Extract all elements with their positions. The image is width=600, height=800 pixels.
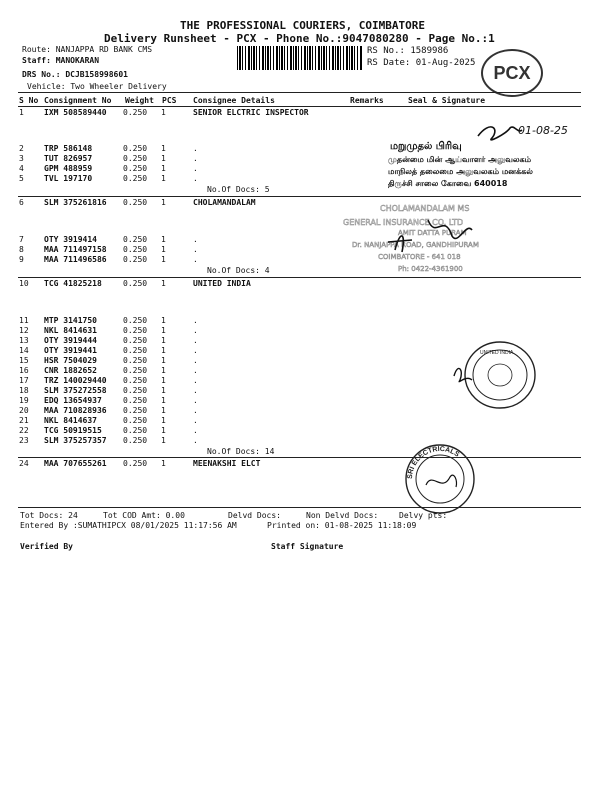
col-header-seal: Seal & Signature xyxy=(408,96,486,105)
row-consignment-no: MAA 710828936 xyxy=(44,406,107,415)
row-weight: 0.250 xyxy=(123,366,148,375)
row-sno: 2 xyxy=(19,144,24,153)
row-consignment-no: EDQ 13654937 xyxy=(44,396,102,405)
table-row xyxy=(0,459,600,469)
table-row xyxy=(0,416,600,426)
row-consignee: . xyxy=(193,436,198,445)
group-count-1: No.Of Docs: 5 xyxy=(207,185,270,194)
row-consignee: . xyxy=(193,336,198,345)
row-sno: 9 xyxy=(19,255,24,264)
non-delvd-docs: Non Delvd Docs: xyxy=(306,511,379,520)
electricals-seal-text: SRI ELECTRICALS xyxy=(406,445,461,480)
chola-line-3: AMIT DATTA PURAM xyxy=(398,229,467,237)
delvy-pts: Delvy pts: xyxy=(399,511,448,520)
row-consignee: . xyxy=(193,346,198,355)
row-sno: 4 xyxy=(19,164,24,173)
row-consignee: . xyxy=(193,316,198,325)
row-sno: 7 xyxy=(19,235,24,244)
handwritten-date: 01-08-25 xyxy=(518,124,568,137)
row-pcs: 1 xyxy=(161,356,166,365)
tamil-stamp-line-2: முதன்மை மின் ஆய்வாளர் அலுவலகம் xyxy=(388,155,532,164)
row-pcs: 1 xyxy=(161,154,166,163)
row-consignee: . xyxy=(193,406,198,415)
row-consignee: UNITED INDIA xyxy=(193,279,251,288)
row-pcs: 1 xyxy=(161,396,166,405)
tot-docs: Tot Docs: 24 xyxy=(20,511,78,520)
row-consignee: . xyxy=(193,174,198,183)
route: Route: NANJAPPA RD BANK CMS xyxy=(22,45,153,54)
row-weight: 0.250 xyxy=(123,459,148,468)
row-pcs: 1 xyxy=(161,346,166,355)
row-sno: 18 xyxy=(19,386,29,395)
row-pcs: 1 xyxy=(161,326,166,335)
row-consignment-no: MAA 711496586 xyxy=(44,255,107,264)
row-consignee: . xyxy=(193,326,198,335)
row-consignment-no: OTY 3919441 xyxy=(44,346,97,355)
row-pcs: 1 xyxy=(161,386,166,395)
row-consignee: . xyxy=(193,164,198,173)
row-weight: 0.250 xyxy=(123,336,148,345)
drs-no: DRS No.: DCJB158998601 xyxy=(22,70,128,79)
row-consignment-no: TUT 826957 xyxy=(44,154,93,163)
table-top-rule xyxy=(18,92,581,93)
row-sno: 15 xyxy=(19,356,29,365)
row-sno: 21 xyxy=(19,416,29,425)
col-header-weight: Weight xyxy=(125,96,154,105)
row-consignment-no: TRP 586148 xyxy=(44,144,93,153)
row-sno: 10 xyxy=(19,279,29,288)
row-consignment-no: SLM 375272558 xyxy=(44,386,107,395)
row-sno: 13 xyxy=(19,336,29,345)
row-consignee: . xyxy=(193,426,198,435)
row-consignee: MEENAKSHI ELCT xyxy=(193,459,261,468)
row-pcs: 1 xyxy=(161,255,166,264)
table-row xyxy=(0,436,600,446)
row-weight: 0.250 xyxy=(123,198,148,207)
row-pcs: 1 xyxy=(161,198,166,207)
row-consignment-no: HSR 7504029 xyxy=(44,356,97,365)
row-consignment-no: CNR 1882652 xyxy=(44,366,97,375)
table-row xyxy=(0,426,600,436)
row-consignment-no: MTP 3141750 xyxy=(44,316,97,325)
row-consignee: . xyxy=(193,235,198,244)
row-weight: 0.250 xyxy=(123,174,148,183)
chola-line-5: COIMBATORE - 641 018 xyxy=(378,253,461,261)
row-consignment-no: NKL 8414631 xyxy=(44,326,97,335)
row-weight: 0.250 xyxy=(123,386,148,395)
row-consignment-no: MAA 707655261 xyxy=(44,459,107,468)
rs-no: RS No.: 1589986 xyxy=(367,46,449,56)
vehicle: Vehicle: Two Wheeler Delivery xyxy=(27,82,167,91)
chola-line-6: Ph: 0422-4361900 xyxy=(398,265,463,273)
row-consignment-no: TCG 50919515 xyxy=(44,426,102,435)
signature-scribble-1 xyxy=(478,127,522,140)
row-consignee: . xyxy=(193,376,198,385)
row-consignment-no: OTY 3919444 xyxy=(44,336,97,345)
row-consignment-no: IXM 508589440 xyxy=(44,108,107,117)
pcx-stamp: PCX xyxy=(481,49,543,97)
row-weight: 0.250 xyxy=(123,279,148,288)
row-sno: 22 xyxy=(19,426,29,435)
row-weight: 0.250 xyxy=(123,108,148,117)
round-seal-text: UNITED INDIA xyxy=(480,350,514,356)
row-consignee: CHOLAMANDALAM xyxy=(193,198,256,207)
row-weight: 0.250 xyxy=(123,235,148,244)
row-weight: 0.250 xyxy=(123,316,148,325)
row-weight: 0.250 xyxy=(123,144,148,153)
tamil-office-stamp xyxy=(360,108,600,203)
row-weight: 0.250 xyxy=(123,255,148,264)
row-pcs: 1 xyxy=(161,336,166,345)
svg-text:SRI ELECTRICALS xyxy=(407,446,461,479)
row-weight: 0.250 xyxy=(123,346,148,355)
chola-line-4: Dr. NANJAPPA ROAD, GANDHIPURAM xyxy=(352,241,479,249)
row-pcs: 1 xyxy=(161,245,166,254)
row-consignee: . xyxy=(193,356,198,365)
row-pcs: 1 xyxy=(161,174,166,183)
row-sno: 23 xyxy=(19,436,29,445)
row-consignment-no: NKL 8414637 xyxy=(44,416,97,425)
electricals-seal xyxy=(402,441,482,516)
row-consignee: . xyxy=(193,416,198,425)
group-count-3: No.Of Docs: 14 xyxy=(207,447,275,456)
row-sno: 6 xyxy=(19,198,24,207)
row-pcs: 1 xyxy=(161,366,166,375)
row-consignment-no: GPM 488959 xyxy=(44,164,93,173)
row-pcs: 1 xyxy=(161,459,166,468)
tamil-stamp-line-3: மாநிலத் தலைமை அலுவலகம் மனக்கல் xyxy=(388,167,533,176)
row-pcs: 1 xyxy=(161,316,166,325)
row-pcs: 1 xyxy=(161,416,166,425)
col-header-consignee: Consignee Details xyxy=(193,96,275,105)
row-pcs: 1 xyxy=(161,235,166,244)
row-weight: 0.250 xyxy=(123,154,148,163)
row-sno: 16 xyxy=(19,366,29,375)
tot-cod-amt: Tot COD Amt: 0.00 xyxy=(103,511,185,520)
chola-line-1: CHOLAMANDALAM MS xyxy=(380,204,470,213)
row-sno: 17 xyxy=(19,376,29,385)
row-pcs: 1 xyxy=(161,144,166,153)
row-consignee: . xyxy=(193,366,198,375)
tamil-stamp-line-1: மறுமுதல் பிரிவு xyxy=(390,141,462,152)
table-row xyxy=(0,279,600,289)
rs-date: RS Date: 01-Aug-2025 xyxy=(367,58,476,68)
row-consignee: . xyxy=(193,245,198,254)
row-weight: 0.250 xyxy=(123,406,148,415)
row-sno: 14 xyxy=(19,346,29,355)
row-weight: 0.250 xyxy=(123,396,148,405)
row-consignee: . xyxy=(193,386,198,395)
row-consignee: . xyxy=(193,154,198,163)
barcode xyxy=(237,46,362,70)
row-weight: 0.250 xyxy=(123,426,148,435)
delvd-docs: Delvd Docs: xyxy=(228,511,281,520)
company-name: THE PROFESSIONAL COURIERS, COIMBATORE xyxy=(180,19,426,32)
row-consignment-no: SLM 375261816 xyxy=(44,198,107,207)
row-sno: 19 xyxy=(19,396,29,405)
row-consignment-no: MAA 711497158 xyxy=(44,245,107,254)
row-sno: 8 xyxy=(19,245,24,254)
row-pcs: 1 xyxy=(161,426,166,435)
row-pcs: 1 xyxy=(161,164,166,173)
row-weight: 0.250 xyxy=(123,436,148,445)
round-seal xyxy=(440,340,550,412)
row-sno: 1 xyxy=(19,108,24,117)
row-consignment-no: TVL 197170 xyxy=(44,174,93,183)
printed-on: Printed on: 01-08-2025 11:18:09 xyxy=(267,521,417,530)
row-weight: 0.250 xyxy=(123,376,148,385)
col-header-consignment: Consignment No xyxy=(44,96,112,105)
row-consignee: . xyxy=(193,255,198,264)
row-sno: 24 xyxy=(19,459,29,468)
row-pcs: 1 xyxy=(161,376,166,385)
row-consignment-no: TRZ 140029440 xyxy=(44,376,107,385)
row-consignee: . xyxy=(193,144,198,153)
sheet-title: Delivery Runsheet - PCX - Phone No.:9047080280 - Page No.:1 xyxy=(104,32,495,45)
row-pcs: 1 xyxy=(161,406,166,415)
row-pcs: 1 xyxy=(161,436,166,445)
row-sno: 20 xyxy=(19,406,29,415)
row-weight: 0.250 xyxy=(123,164,148,173)
row-pcs: 1 xyxy=(161,279,166,288)
row-consignee: SENIOR ELCTRIC INSPECTOR xyxy=(193,108,309,117)
row-sno: 5 xyxy=(19,174,24,183)
row-sno: 12 xyxy=(19,326,29,335)
col-header-remarks: Remarks xyxy=(350,96,384,105)
row-consignment-no: TCG 41825218 xyxy=(44,279,102,288)
table-bottom-rule xyxy=(18,507,581,508)
row-sno: 11 xyxy=(19,316,29,325)
verified-by: Verified By xyxy=(20,542,73,551)
group-count-2: No.Of Docs: 4 xyxy=(207,266,270,275)
col-header-pcs: PCS xyxy=(162,96,177,105)
col-header-sno: S No xyxy=(19,96,39,105)
cholamandalam-stamp xyxy=(340,200,540,280)
row-pcs: 1 xyxy=(161,108,166,117)
row-consignment-no: OTY 3919414 xyxy=(44,235,97,244)
entered-by: Entered By :SUMATHIPCX 08/01/2025 11:17:56 AM xyxy=(20,521,237,530)
staff-signature: Staff Signature xyxy=(271,542,344,551)
chola-line-2: GENERAL INSURANCE CO. LTD xyxy=(343,218,464,227)
group-rule-3 xyxy=(18,457,581,458)
table-row xyxy=(0,316,600,326)
staff: Staff: MANOKARAN xyxy=(22,56,100,65)
row-consignee: . xyxy=(193,396,198,405)
row-weight: 0.250 xyxy=(123,416,148,425)
tamil-stamp-line-4: திருச்சி சாலை கோவை 640018 xyxy=(388,179,508,188)
table-row xyxy=(0,326,600,336)
row-consignment-no: SLM 375257357 xyxy=(44,436,107,445)
row-weight: 0.250 xyxy=(123,245,148,254)
row-weight: 0.250 xyxy=(123,326,148,335)
row-weight: 0.250 xyxy=(123,356,148,365)
table-header-rule xyxy=(18,106,581,107)
row-sno: 3 xyxy=(19,154,24,163)
